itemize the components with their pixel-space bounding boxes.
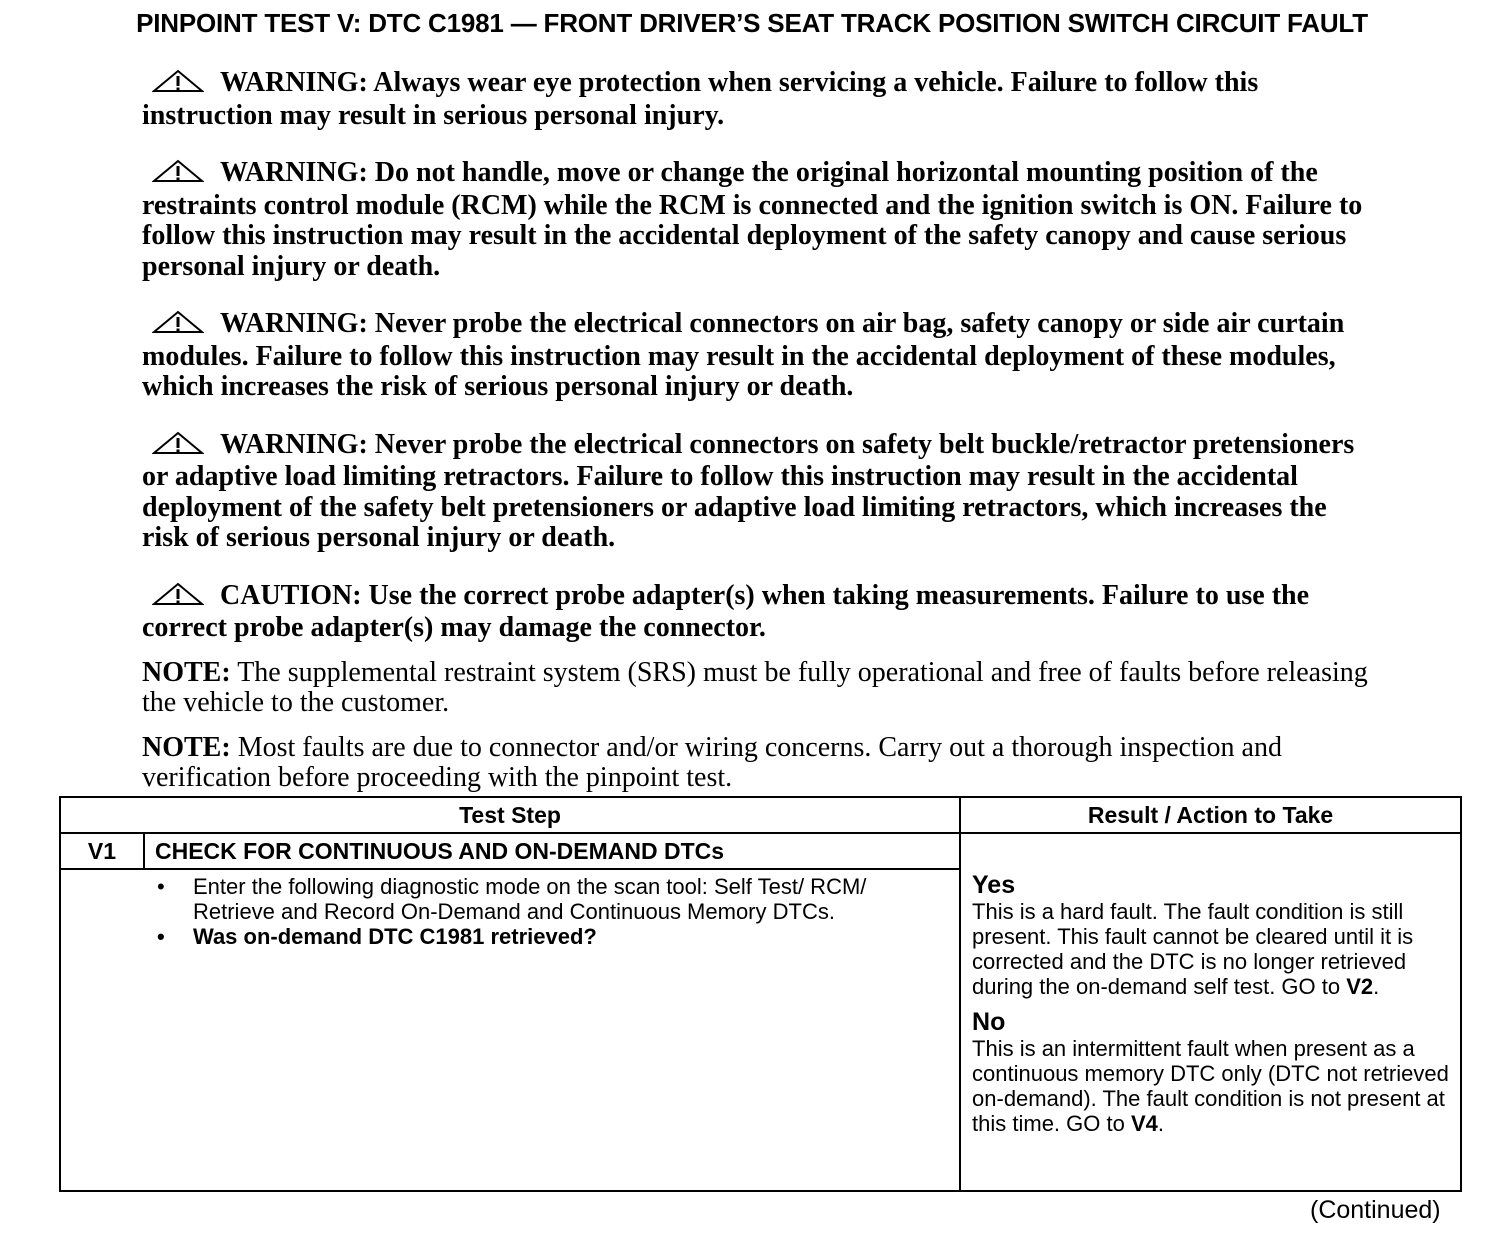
step-instructions-cell <box>60 869 960 1191</box>
note-text: Most faults are due to connector and/or wiring concerns. Carry out a thorough inspection and verification before proceeding with the pinpoint test. <box>142 731 1282 793</box>
caution-text: CAUTION: Use the correct probe adapter(s) when taking measurements. Failure to use the correct probe adapter(s) may damage the connector. <box>142 579 1310 643</box>
page-title: PINPOINT TEST V: DTC C1981 — FRONT DRIVER’S SEAT TRACK POSITION SWITCH CIRCUIT FAULT <box>136 8 1368 38</box>
result-no-text: This is an intermittent fault when present as a continuous memory DTC only (DTC not retrieved on-demand). The fault condition is not present at this time. GO to V4. <box>972 1036 1449 1136</box>
pinpoint-test-table <box>59 796 1462 1192</box>
warning-text: WARNING: Never probe the electrical connectors on safety belt buckle/retractor pretensioners or adaptive load limiting retractors. Failure to follow this instruction may result in the accidental deployment of the safety belt pretensioners or adaptive load limiting retractors, which increases the risk of serious personal injury or death. <box>142 428 1355 553</box>
warning-triangle-icon <box>152 159 204 191</box>
warning-triangle-icon <box>152 69 204 101</box>
caution-probe-adapter <box>142 581 1372 644</box>
goto-step-link: V2 <box>1346 974 1374 999</box>
warning-pretensioner-connectors <box>142 430 1372 554</box>
warning-text: WARNING: Do not handle, move or change the original horizontal mounting position of the restraints control module (RCM) while the RCM is connected and the ignition switch is ON. Failure to follow this instruction may result in the accidental deployment of the safety canopy and cause serious personal injury or death. <box>142 157 1363 282</box>
header-test-step: Test Step <box>60 797 960 833</box>
warnings-and-notes <box>142 68 1372 808</box>
bullet-icon: • <box>157 874 165 899</box>
step-name: CHECK FOR CONTINUOUS AND ON-DEMAND DTCs <box>144 833 960 869</box>
result-no-label: No <box>972 1008 1006 1036</box>
warning-eye-protection <box>142 68 1372 131</box>
warning-rcm-mounting <box>142 158 1372 282</box>
note-text: The supplemental restraint system (SRS) must be fully operational and free of faults before releasing the vehicle to the customer. <box>142 656 1368 718</box>
result-cell <box>960 833 1461 1191</box>
warning-air-bag-connectors <box>142 309 1372 403</box>
warning-text: WARNING: Always wear eye protection when servicing a vehicle. Failure to follow this instruction may result in serious personal injury. <box>142 67 1259 131</box>
note-label: NOTE: <box>142 656 231 688</box>
instruction-list <box>61 874 959 949</box>
result-yes-text: This is a hard fault. The fault condition is still present. This fault cannot be cleared until it is corrected and the DTC is no longer retrieved during the on-demand self test. GO to V2. <box>972 899 1414 999</box>
warning-triangle-icon <box>152 582 204 614</box>
continued-label: (Continued) <box>1310 1196 1441 1224</box>
note-label: NOTE: <box>142 731 231 763</box>
warning-triangle-icon <box>152 310 204 342</box>
step-id: V1 <box>60 833 144 869</box>
instruction-item: • Enter the following diagnostic mode on the scan tool: Self Test/ RCM/ Retrieve and Record On-Demand and Continuous Memory DTCs. <box>157 874 867 924</box>
header-result-action: Result / Action to Take <box>960 797 1461 833</box>
warning-text: WARNING: Never probe the electrical connectors on air bag, safety canopy or side air curtain modules. Failure to follow this instruction may result in the accidental deployment of these modules, which increases the risk of serious personal injury or death. <box>142 308 1345 402</box>
result-yes-label: Yes <box>972 871 1016 899</box>
note-srs <box>142 658 1372 719</box>
goto-step-link: V4 <box>1130 1111 1158 1136</box>
note-connectors <box>142 733 1372 794</box>
warning-triangle-icon <box>152 431 204 463</box>
instruction-question: • Was on-demand DTC C1981 retrieved? <box>157 924 597 949</box>
bullet-icon: • <box>157 924 165 949</box>
